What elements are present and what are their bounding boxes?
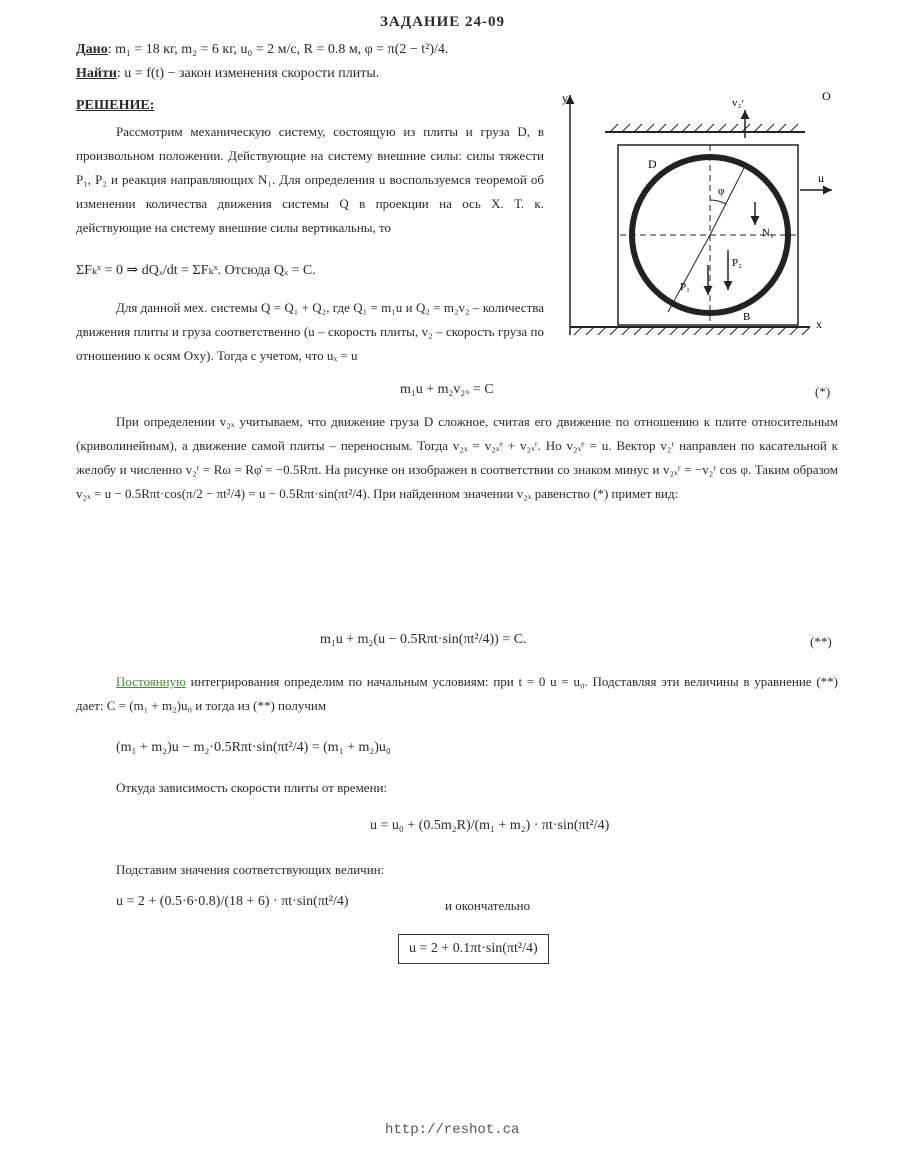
equation-3-number: (**) bbox=[810, 634, 832, 649]
radius-line-lower bbox=[668, 235, 710, 312]
u-label: u bbox=[818, 171, 824, 185]
find-label: Найти bbox=[76, 66, 117, 81]
paragraph-2: Для данной мех. системы Q = Q₁ + Q₂, где Q₁ = m₁u и Q₂ = m₂v₂ – количества движения плиты и груза соответственно (u – скорость плиты, v₂ – скорость груза по отношению к осям Oxy). Тогда с учетом, что uₓ = u bbox=[76, 300, 544, 363]
given-line bbox=[76, 42, 448, 58]
b-label: B bbox=[743, 311, 751, 323]
point-d-label: D bbox=[648, 157, 657, 171]
equation-5: u = u₀ + (0.5m₂R)/(m₁ + m₂) · πt·sin(πt²/4) bbox=[370, 818, 610, 833]
equation-1: ΣFₖˣ = 0 ⇒ dQₓ/dt = ΣFₖˣ. Отсюда Qₓ = C. bbox=[76, 263, 316, 278]
p1-label: P₁ bbox=[680, 281, 690, 293]
constant-link[interactable]: Постоянную bbox=[116, 674, 186, 689]
equation-3: m₁u + m₂(u − 0.5Rπt·sin(πt²/4)) = C. bbox=[320, 632, 527, 647]
angle-label: φ bbox=[718, 185, 725, 197]
equation-4: (m₁ + m₂)u − m₂·0.5Rπt·sin(πt²/4) = (m₁ + m₂)u₀ bbox=[116, 740, 391, 755]
solution-label: РЕШЕНИЕ: bbox=[76, 98, 155, 113]
final-answer-box: u = 2 + 0.1πt·sin(πt²/4) bbox=[398, 934, 549, 964]
given-text: : m₁ = 18 кг, m₂ = 6 кг, u₀ = 2 м/с, R = 0.8 м, φ = π(2 − t²)/4. bbox=[107, 42, 449, 57]
equation-2-number: (*) bbox=[815, 384, 831, 399]
equation-6: u = 2 + (0.5·6·0.8)/(18 + 6) · πt·sin(πt²/4) bbox=[116, 894, 349, 909]
angle-arc bbox=[710, 200, 726, 204]
p2-label: P₂ bbox=[732, 257, 742, 269]
find-text: : u = f(t) − закон изменения скорости плиты. bbox=[116, 66, 380, 81]
n-label: N₁ bbox=[762, 227, 774, 239]
paragraph-6-tail: и окончательно bbox=[445, 898, 531, 913]
mechanism-figure bbox=[560, 90, 850, 355]
footer-url[interactable]: http://reshot.ca bbox=[385, 1122, 520, 1138]
paragraph-4 bbox=[76, 670, 838, 718]
find-line bbox=[76, 66, 379, 82]
page-title: ЗАДАНИЕ 24-09 bbox=[380, 14, 505, 30]
origin-label: O bbox=[822, 90, 831, 103]
equation-2: m₁u + m₂v₂ₓ = C bbox=[400, 382, 494, 397]
top-hatching bbox=[610, 124, 798, 132]
y-axis-label: y bbox=[562, 91, 568, 105]
paragraph-4-text: интегрирования определим по начальным условиям: при t = 0 u = u₀. Подставляя эти величины в уравнение (**) дает: C = (m₁ + m₂)u₀ и тогда из (**) получим bbox=[76, 674, 838, 713]
relative-velocity-label: v₂ʳ bbox=[732, 97, 744, 109]
paragraph-5: Откуда зависимость скорости плиты от времени: bbox=[116, 780, 388, 795]
bottom-hatching bbox=[574, 327, 810, 335]
x-axis-label: x bbox=[816, 317, 822, 331]
given-label: Дано bbox=[76, 42, 108, 57]
paragraph-6: Подставим значения соответствующих величин: bbox=[116, 862, 385, 877]
paragraph-1: Рассмотрим механическую систему, состоящую из плиты и груза D, в произвольном положении. Действующие на систему внешние силы: силы тяжести P₁, P₂ и реакция направляющих N₁. Для определения u воспользуемся теоремой об изменении количества движения системы Q в проекции на ось X. Т. к. действующие на систему внешние силы вертикальны, то bbox=[76, 124, 544, 235]
paragraph-3: При определении v₂ₓ учитываем, что движение груза D сложное, считая его движение по отношению к плите относительным (криволинейным), а движение самой плиты – переносным. Тогда v₂ₓ = v₂ₓᵉ + v₂ₓʳ. Но v₂ₓᵉ = u. Вектор v₂ʳ направлен по касательной к желобу и численно v₂ʳ = Rω = Rφ̇ = −0.5Rπt. На рисунке он изображен в соответствии со знаком минус и v₂ₓʳ = −v₂ʳ cos φ. Таким образом v₂ₓ = u − 0.5Rπt·cos(π/2 − πt²/4) = u − 0.5Rπt·sin(πt²/4). При найденном значении v₂ₓ равенство (*) примет вид: bbox=[76, 414, 838, 501]
